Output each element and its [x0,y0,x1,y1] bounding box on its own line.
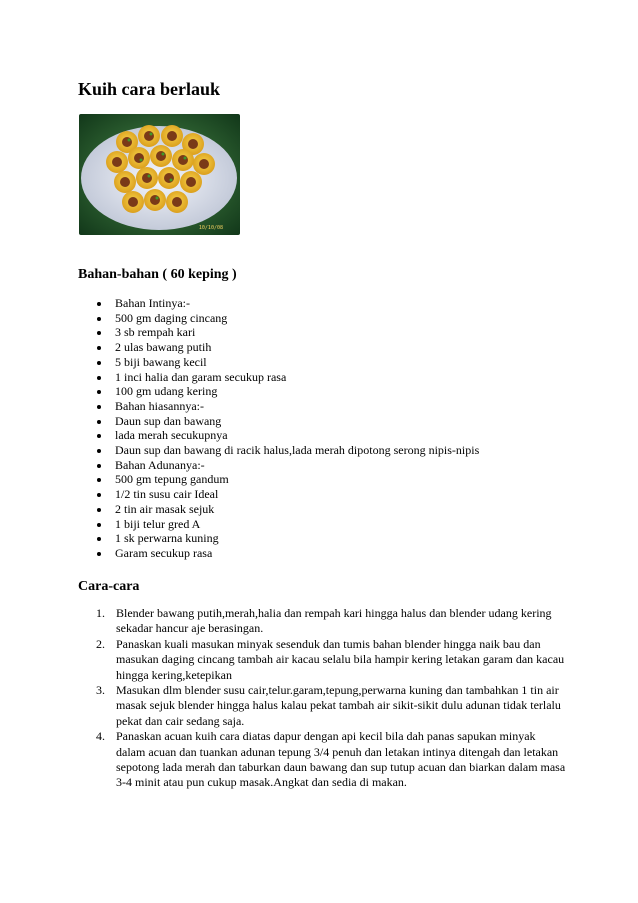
step-item [96,637,566,683]
ingredient-item: lada merah secukupnya [95,428,479,443]
ingredient-item: 1/2 tin susu cair Ideal [95,487,479,502]
step-number: 4. [96,729,105,744]
ingredient-item: 2 ulas bawang putih [95,340,479,355]
ingredient-item: 3 sb rempah kari [95,325,479,340]
ingredient-item: Daun sup dan bawang [95,414,479,429]
step-item [96,683,566,729]
step-item [96,606,566,637]
ingredients-heading: Bahan-bahan ( 60 keping ) [78,267,237,282]
ingredient-item: 1 sk perwarna kuning [95,531,479,546]
recipe-title: Kuih cara berlauk [78,79,221,99]
step-text: Panaskan acuan kuih cara diatas dapur dengan api kecil bila dah panas sapukan minyak dalam acuan dan tuankan adunan tepung 3/4 penuh dan letakan intinya ditengah dan letakan sepotong lada merah dan taburkan daun bawang dan sup tutup acuan dan biarkan dalam masa 3-4 minit atau pun cukup masak.Angkat dan sedia di makan. [116,729,566,790]
ingredient-item: 1 biji telur gred A [95,517,479,532]
step-number: 3. [96,683,105,698]
ingredient-item: Bahan Adunanya:- [95,458,479,473]
steps-list [96,606,566,791]
step-text: Blender bawang putih,merah,halia dan rempah kari hingga halus dan blender udang kering sekadar hancur aje berasingan. [116,606,552,636]
ingredient-item: 500 gm tepung gandum [95,472,479,487]
ingredient-item: Bahan Intinya:- [95,296,479,311]
photo-date-stamp: 10/10/08 [198,225,223,231]
step-item [96,729,566,791]
step-number: 1. [96,606,105,620]
ingredient-item: 1 inci halia dan garam secukup rasa [95,370,479,385]
ingredient-item: 5 biji bawang kecil [95,355,479,370]
steps-heading: Cara-cara [78,579,140,594]
ingredients-list [95,296,479,561]
ingredient-item: 2 tin air masak sejuk [95,502,479,517]
recipe-photo [79,114,240,235]
ingredient-item: Daun sup dan bawang di racik halus,lada merah dipotong serong nipis-nipis [95,443,479,458]
step-number: 2. [96,636,105,651]
ingredient-item: 500 gm daging cincang [95,311,479,326]
ingredient-item: Bahan hiasannya:- [95,399,479,414]
ingredient-item: 100 gm udang kering [95,384,479,399]
step-text: Masukan dlm blender susu cair,telur.garam,tepung,perwarna kuning dan tambahkan 1 tin air masak sejuk blender hingga halus kalau pekat tambah air sikit-sikit dulu adunan tidak terlalu pekat dan cair sedang saja. [116,683,561,728]
step-text: Panaskan kuali masukan minyak sesenduk dan tumis bahan blender hingga naik bau dan masukan daging cincang tambah air kacau selalu bila hampir kering letakan garam dan kacau hingga kering,ketepikan [116,636,565,682]
ingredient-item: Garam secukup rasa [95,546,479,561]
